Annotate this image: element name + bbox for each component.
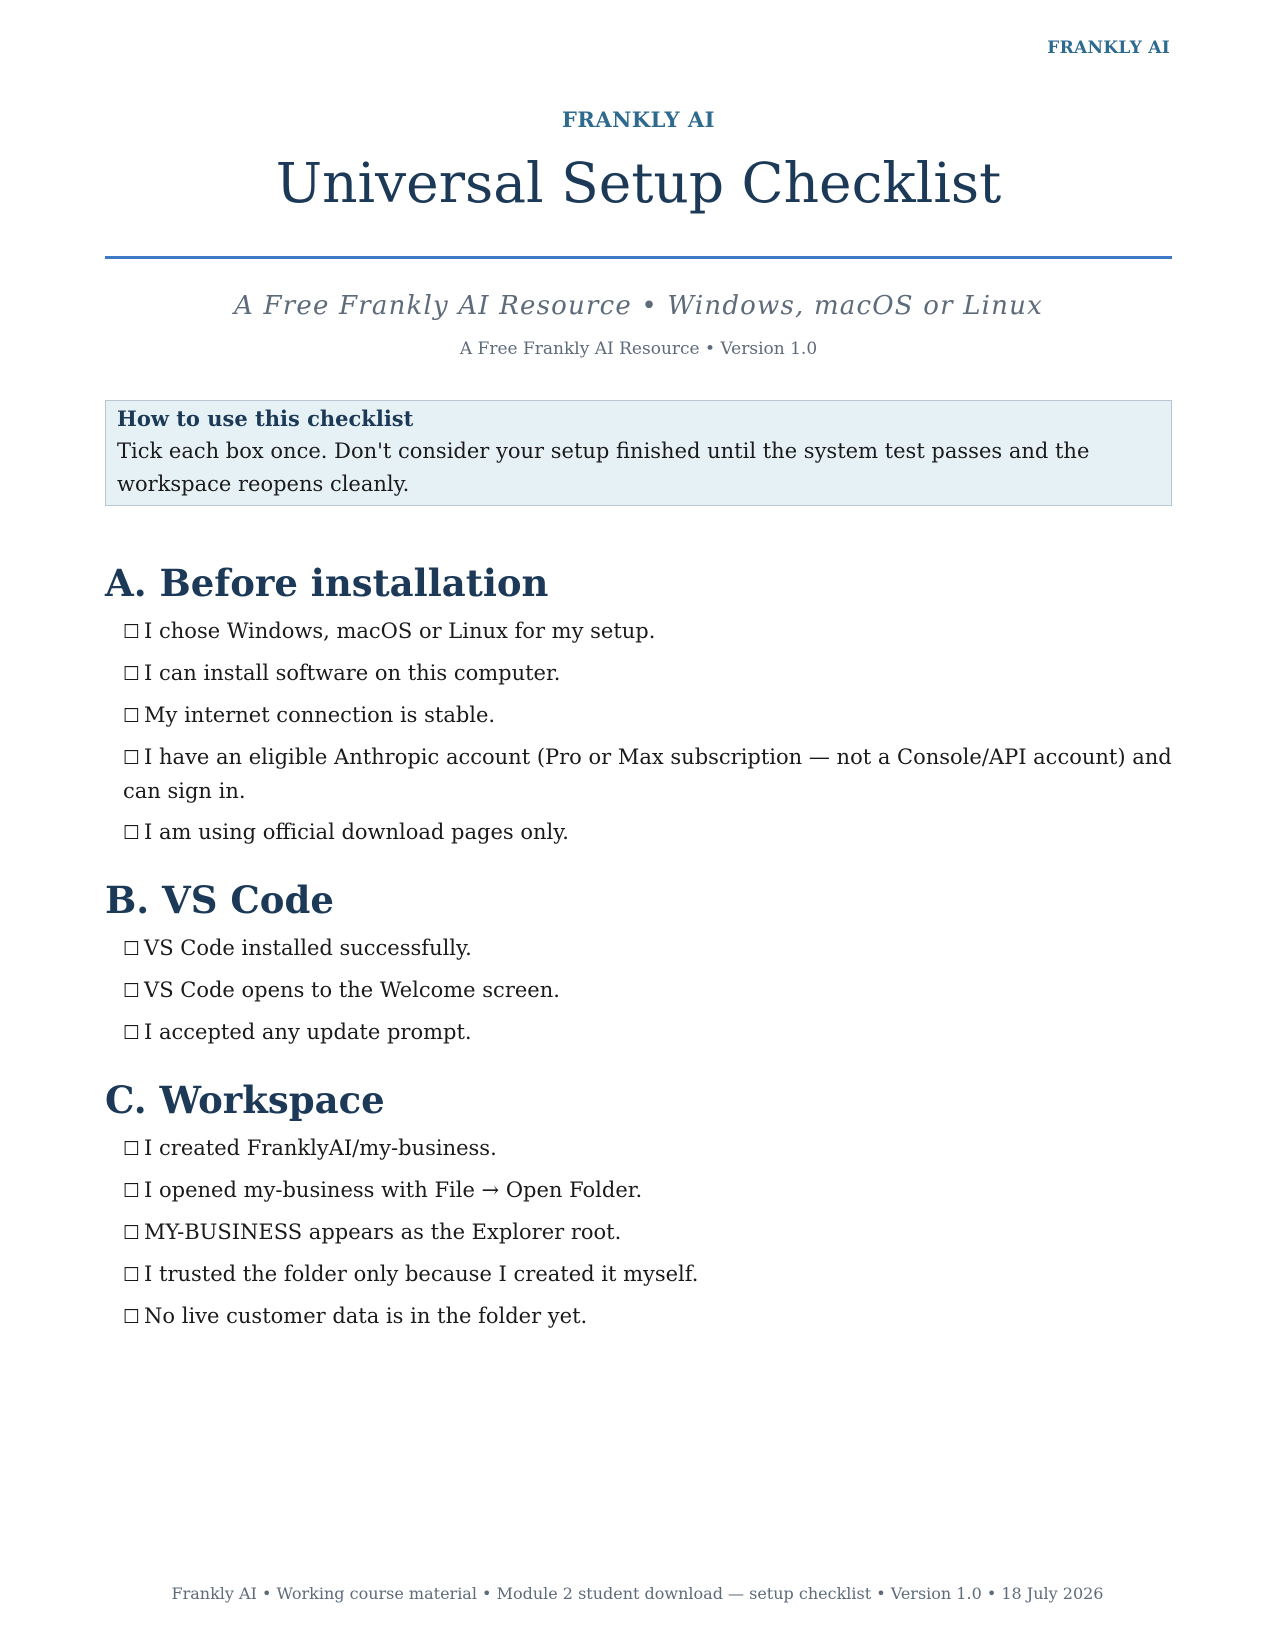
checklist-item[interactable] xyxy=(123,1132,1172,1166)
checklist-item[interactable] xyxy=(123,657,1172,691)
checklist xyxy=(105,932,1172,1050)
running-header: FRANKLY AI xyxy=(1047,38,1170,58)
instructions-callout xyxy=(105,400,1172,506)
page-subtitle: A Free Frankly AI Resource • Windows, macOS or Linux xyxy=(234,290,1043,321)
checklist-item-label: I am using official download pages only. xyxy=(144,819,569,844)
checkbox-icon[interactable]: ☐ xyxy=(123,1021,141,1044)
checkbox-icon[interactable]: ☐ xyxy=(123,979,141,1002)
checklist-item[interactable] xyxy=(123,615,1172,649)
checklist-item[interactable] xyxy=(123,1300,1172,1334)
page-title: Universal Setup Checklist xyxy=(275,151,1002,215)
checkbox-icon[interactable]: ☐ xyxy=(123,662,141,685)
title-divider xyxy=(105,256,1172,259)
checklist-item-label: I trusted the folder only because I created it myself. xyxy=(144,1261,699,1286)
checklist xyxy=(105,615,1172,850)
checklist-item-label: I can install software on this computer. xyxy=(144,660,561,685)
checklist-item[interactable] xyxy=(123,699,1172,733)
checkbox-icon[interactable]: ☐ xyxy=(123,937,141,960)
checklist-item-label: My internet connection is stable. xyxy=(144,702,496,727)
checklist-item-label: VS Code opens to the Welcome screen. xyxy=(144,977,560,1002)
brand-label: FRANKLY AI xyxy=(562,107,715,132)
checklist xyxy=(105,1132,1172,1334)
section-before-installation xyxy=(105,559,1172,850)
checkbox-icon[interactable]: ☐ xyxy=(123,1179,141,1202)
checklist-item-label: I chose Windows, macOS or Linux for my setup. xyxy=(144,618,656,643)
checklist-item[interactable] xyxy=(123,741,1172,808)
checkbox-icon[interactable]: ☐ xyxy=(123,1263,141,1286)
document-body xyxy=(105,105,1172,1334)
section-heading: C. Workspace xyxy=(105,1077,385,1122)
checklist-item[interactable] xyxy=(123,1016,1172,1050)
checkbox-icon[interactable]: ☐ xyxy=(123,1305,141,1328)
checklist-item-label: I opened my-business with File → Open Folder. xyxy=(144,1177,643,1202)
checkbox-icon[interactable]: ☐ xyxy=(123,1221,141,1244)
section-workspace xyxy=(105,1076,1172,1334)
checkbox-icon[interactable]: ☐ xyxy=(123,620,141,643)
checklist-item[interactable] xyxy=(123,1216,1172,1250)
callout-body: Tick each box once. Don't consider your setup finished until the system test passes and the workspace reopens cleanly. xyxy=(117,438,1090,496)
checklist-item-label: VS Code installed successfully. xyxy=(144,935,472,960)
checklist-item[interactable] xyxy=(123,932,1172,966)
page-footer: Frankly AI • Working course material • Module 2 student download — setup checklist • Version 1.0 • 18 July 2026 xyxy=(171,1584,1104,1603)
version-line: A Free Frankly AI Resource • Version 1.0 xyxy=(459,338,818,359)
section-vs-code xyxy=(105,876,1172,1050)
checklist-item[interactable] xyxy=(123,816,1172,850)
checklist-item-label: I created FranklyAI/my-business. xyxy=(144,1135,497,1160)
checklist-item[interactable] xyxy=(123,974,1172,1008)
checklist-item-label: No live customer data is in the folder yet. xyxy=(144,1303,588,1328)
checklist-item-label: I accepted any update prompt. xyxy=(144,1019,472,1044)
checklist-item-label: I have an eligible Anthropic account (Pro or Max subscription — not a Console/API account) and can sign in. xyxy=(123,744,1172,803)
checkbox-icon[interactable]: ☐ xyxy=(123,746,141,769)
checkbox-icon[interactable]: ☐ xyxy=(123,704,141,727)
callout-title: How to use this checklist xyxy=(117,405,414,431)
checklist-item[interactable] xyxy=(123,1174,1172,1208)
section-heading: A. Before installation xyxy=(105,560,549,605)
section-heading: B. VS Code xyxy=(105,877,334,922)
checklist-item-label: MY-BUSINESS appears as the Explorer root. xyxy=(144,1219,622,1244)
checkbox-icon[interactable]: ☐ xyxy=(123,1137,141,1160)
checkbox-icon[interactable]: ☐ xyxy=(123,821,141,844)
checklist-item[interactable] xyxy=(123,1258,1172,1292)
